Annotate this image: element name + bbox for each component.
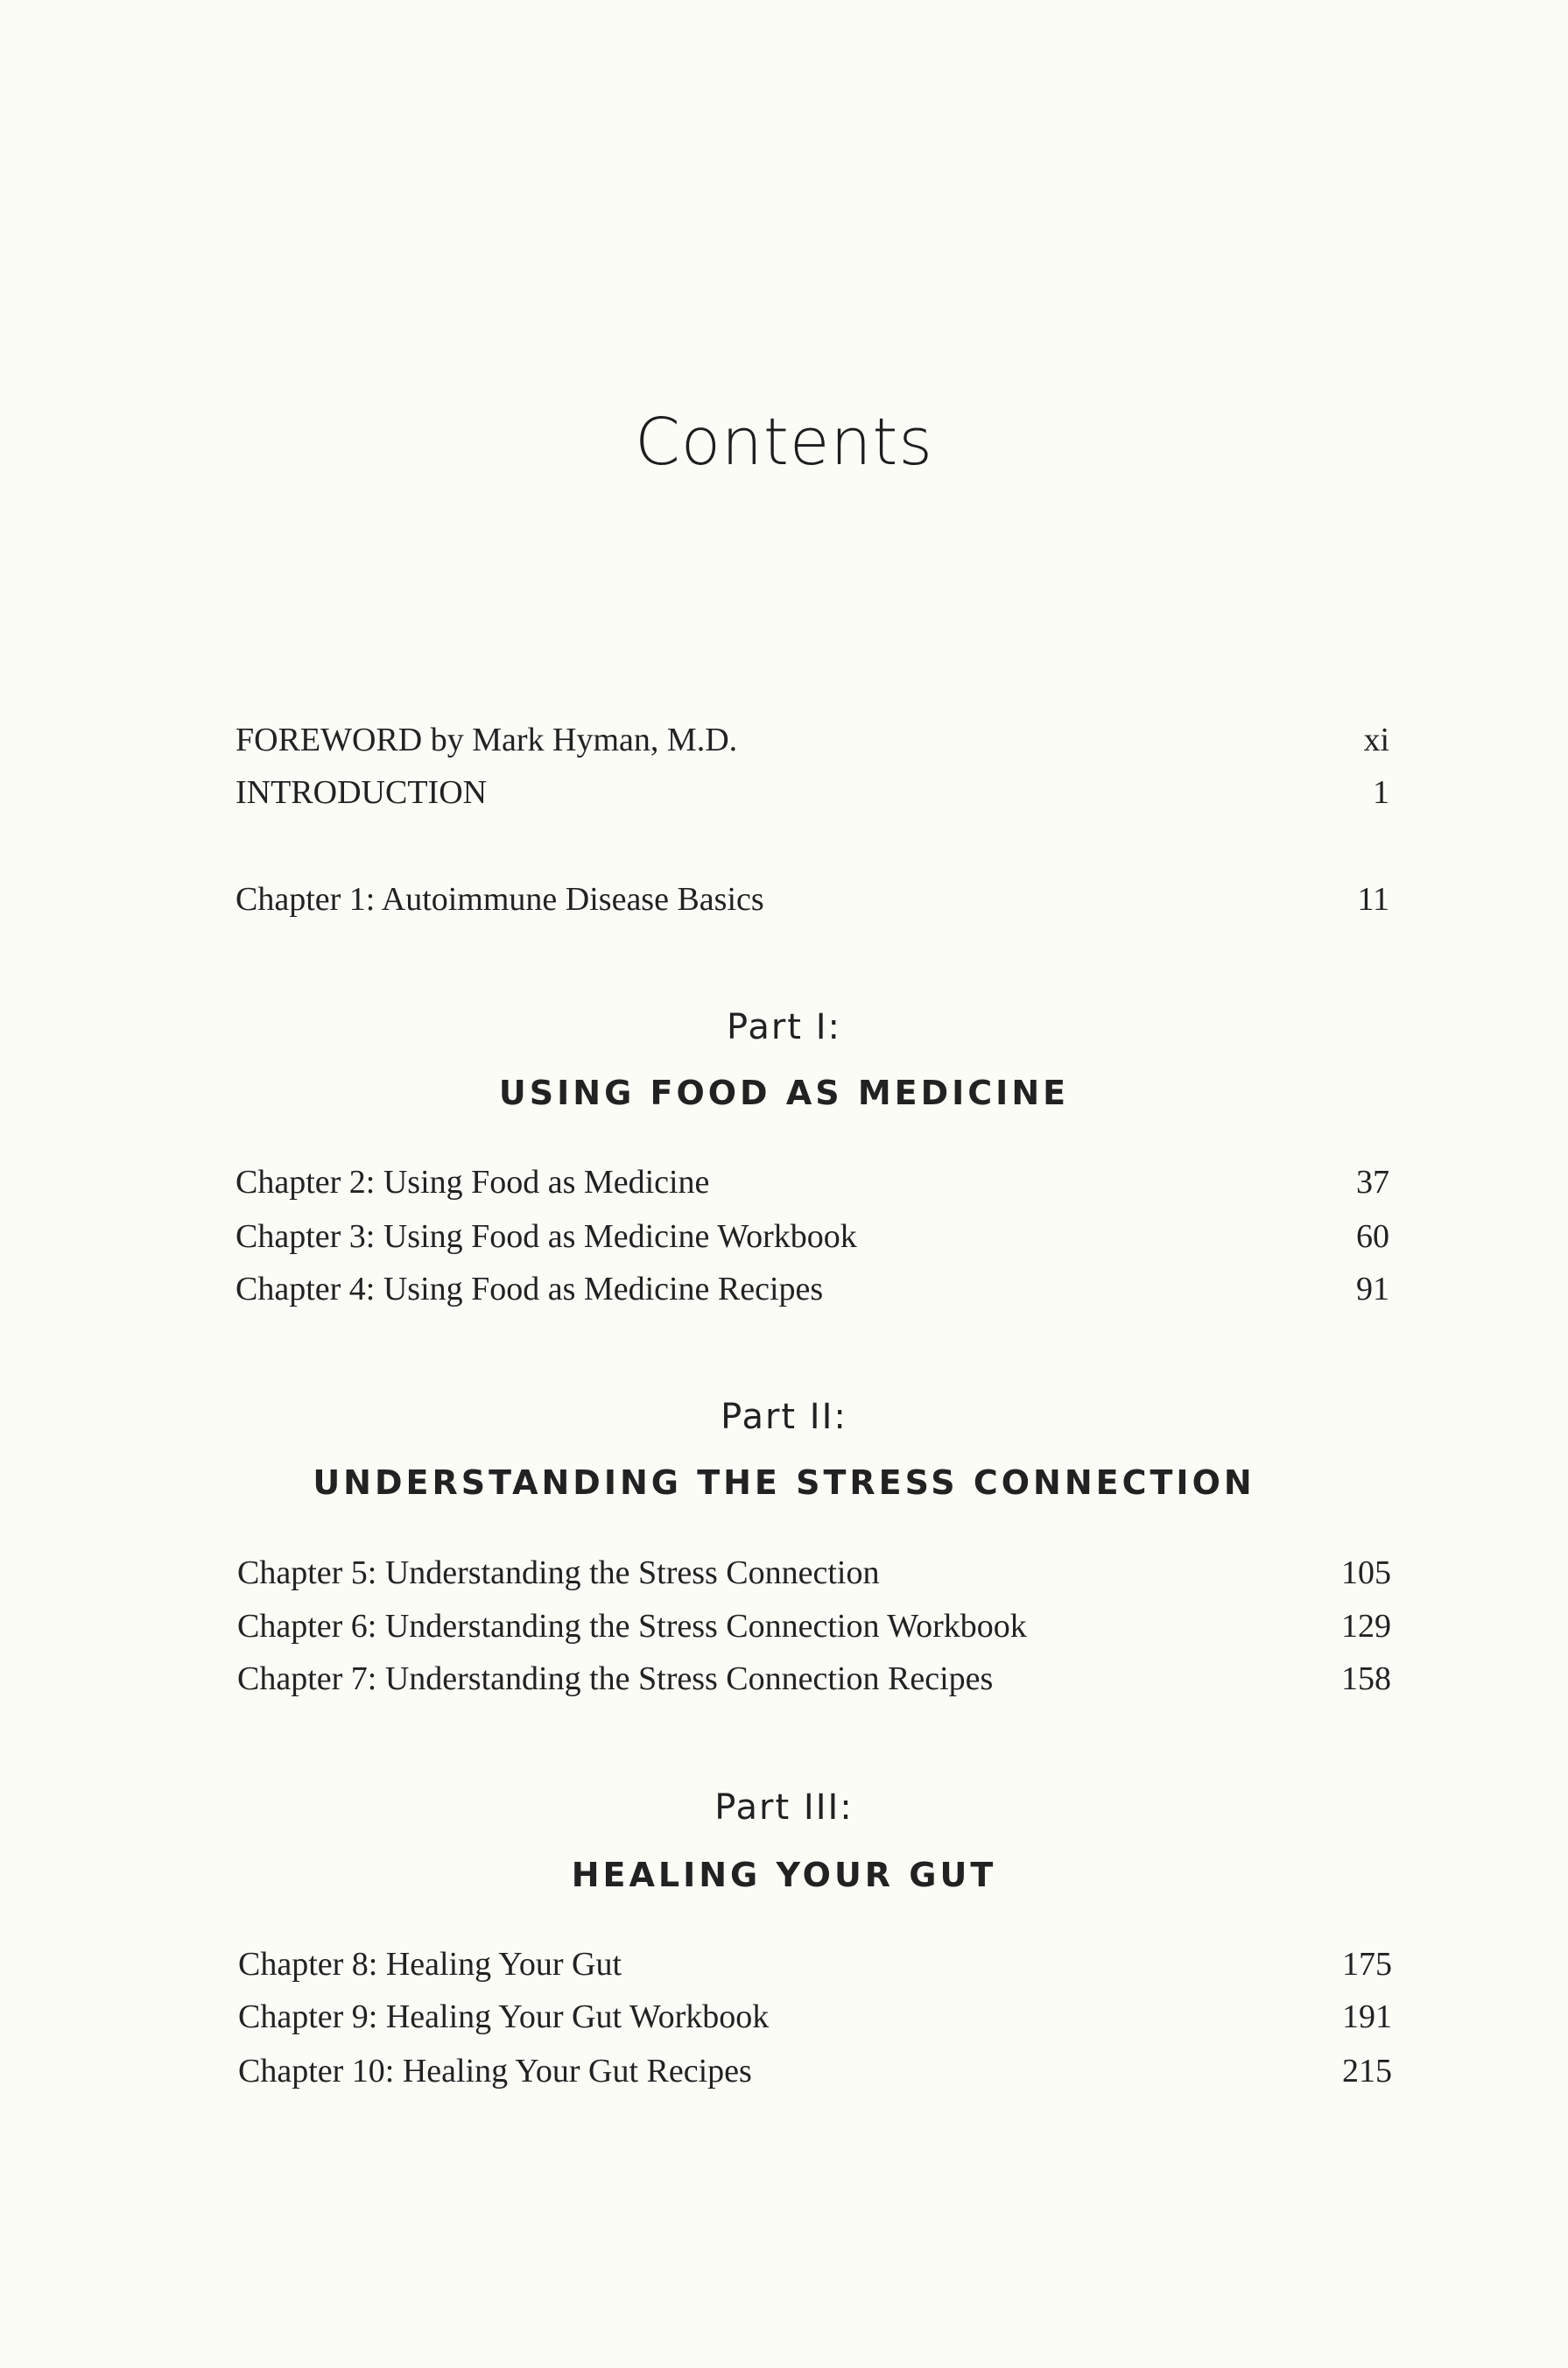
entry-page: 175 (1342, 1946, 1392, 1983)
entry-label: Chapter 8: Healing Your Gut (238, 1946, 622, 1983)
toc-entry[interactable] (237, 1657, 1391, 1701)
entry-page: 37 (1356, 1164, 1389, 1201)
entry-label: Chapter 7: Understanding the Stress Connection Recipes (237, 1660, 994, 1697)
entry-page: 11 (1357, 881, 1389, 918)
toc-entry[interactable] (238, 1942, 1392, 1986)
part-title: USING FOOD AS MEDICINE (498, 1074, 1070, 1112)
part-number: Part I: (727, 1007, 841, 1047)
entry-page: 215 (1342, 2053, 1392, 2090)
page-title: Contents (635, 405, 933, 480)
entry-label: Chapter 2: Using Food as Medicine (236, 1164, 710, 1201)
toc-entry[interactable] (236, 1160, 1389, 1204)
toc-entry[interactable] (236, 877, 1389, 921)
entry-label: Chapter 9: Healing Your Gut Workbook (238, 1998, 770, 2035)
toc-entry[interactable] (238, 1995, 1392, 2039)
entry-label: FOREWORD by Mark Hyman, M.D. (236, 722, 738, 758)
toc-entry[interactable] (236, 771, 1389, 814)
part-title: HEALING YOUR GUT (571, 1856, 997, 1894)
toc-entry[interactable] (237, 1551, 1391, 1595)
toc-entry[interactable] (236, 1267, 1389, 1311)
toc-entry[interactable] (236, 718, 1389, 762)
toc-entry[interactable] (238, 2049, 1392, 2093)
entry-page: 158 (1341, 1660, 1391, 1697)
part-title: UNDERSTANDING THE STRESS CONNECTION (313, 1463, 1255, 1502)
toc-entry[interactable] (236, 1215, 1389, 1258)
entry-page: xi (1363, 722, 1389, 758)
entry-label: Chapter 3: Using Food as Medicine Workbook (236, 1218, 857, 1255)
entry-label: Chapter 5: Understanding the Stress Connection (237, 1554, 880, 1591)
entry-page: 91 (1356, 1271, 1389, 1307)
entry-label: INTRODUCTION (236, 774, 488, 811)
entry-page: 60 (1356, 1218, 1389, 1255)
entry-page: 1 (1373, 774, 1389, 811)
entry-label: Chapter 6: Understanding the Stress Connection Workbook (237, 1608, 1027, 1645)
part-number: Part II: (721, 1397, 847, 1437)
entry-label: Chapter 10: Healing Your Gut Recipes (238, 2053, 752, 2090)
part-number: Part III: (714, 1787, 854, 1828)
entry-page: 105 (1341, 1554, 1391, 1591)
entry-page: 191 (1342, 1998, 1392, 2035)
toc-entry[interactable] (237, 1604, 1391, 1648)
entry-page: 129 (1341, 1608, 1391, 1645)
entry-label: Chapter 1: Autoimmune Disease Basics (236, 881, 764, 918)
entry-label: Chapter 4: Using Food as Medicine Recipes (236, 1271, 824, 1307)
